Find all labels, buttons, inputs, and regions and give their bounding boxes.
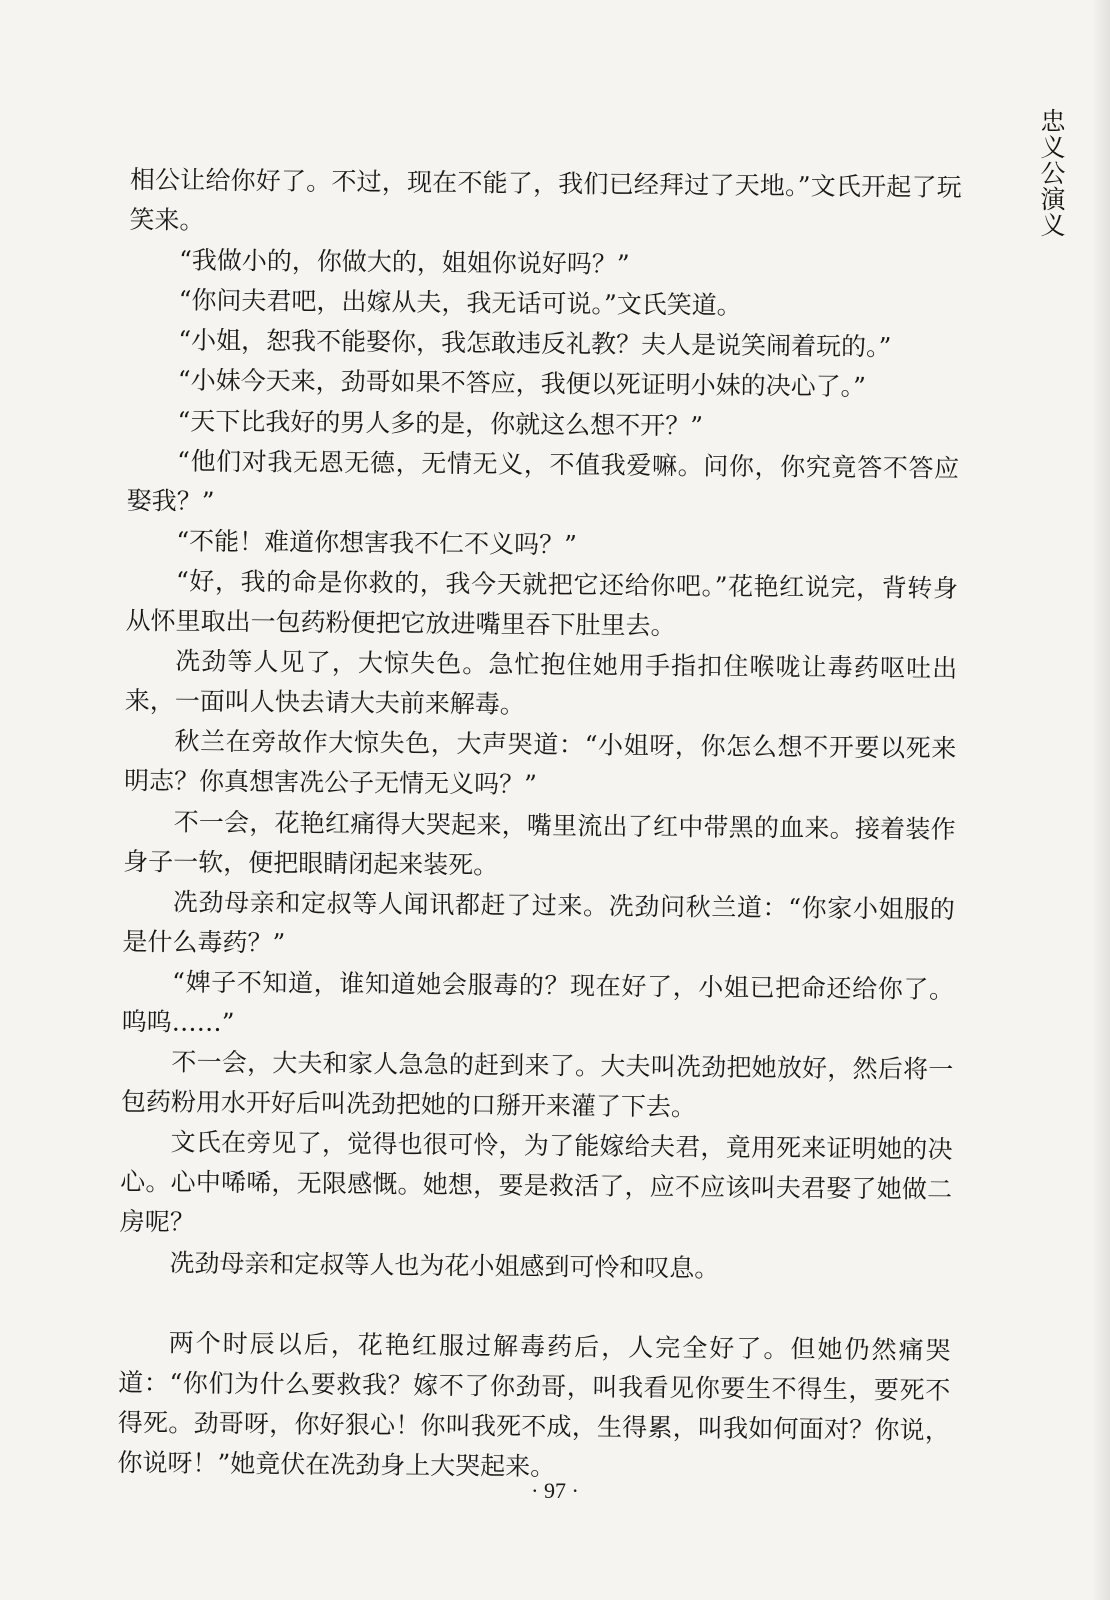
paragraph: “天下比我好的男人多的是，你就这么想不开？” xyxy=(177,406,704,441)
paragraph: “不能！难道你想害我不仁不义吗？” xyxy=(176,526,578,560)
paragraph: “婢子不知道，谁知道她会服毒的？现在好了，小姐已把命还给你了。呜呜……” xyxy=(121,967,955,1038)
paragraph: “你问夫君吧，出嫁从夫，我无话可说。”文氏笑道。 xyxy=(178,285,742,321)
paragraph: 冼劲母亲和定叔等人也为花小姐感到可怜和叹息。 xyxy=(169,1247,720,1283)
paragraph: 秋兰在旁故作大惊失色，大声哭道：“小姐呀，你怎么想不开要以死来明志？你真想害冼公子无情无义吗？” xyxy=(123,726,957,800)
paragraph: 相公让给你好了。不过，现在不能了，我们已经拜过了天地。”文氏开起了玩笑来。 xyxy=(129,164,962,235)
paragraph: 冼劲母亲和定叔等人闻讯都赶了过来。冼劲问秋兰道：“你家小姐服的是什么毒药？” xyxy=(122,887,955,958)
paragraph: “我做小的，你做大的，姐姐你说好吗？” xyxy=(178,245,630,279)
page-number: · 97 · xyxy=(531,1478,579,1503)
page-edge-shadow xyxy=(1092,0,1110,1600)
paragraph: 两个时辰以后，花艳红服过解毒药后，人完全好了。但她仍然痛哭道：“你们为什么要救我？嫁不了你劲哥，叫我看见你要生不得生，要死不得死。劲哥呀，你好狠心！你叫我死不成，生得累，叫我如何面对？你说，你说呀！”她竟伏在冼劲身上大哭起来。 xyxy=(117,1328,951,1482)
paragraph: 冼劲等人见了，大惊失色。急忙抱住她用手指扣住喉咙让毒药呕吐出来，一面叫人快去请大夫前来解毒。 xyxy=(124,646,958,720)
paragraph: “好，我的命是你救的，我今天就把它还给你吧。”花艳红说完，背转身从怀里取出一包药粉便把它放进嘴里吞下肚里去。 xyxy=(125,566,959,641)
paragraph: 文氏在旁见了，觉得也很可怜，为了能嫁给夫君，竟用死来证明她的决心。心中唏唏，无限感慨。她想，要是救活了，应不应该叫夫君娶了她做二房呢？ xyxy=(119,1127,953,1238)
body-text xyxy=(117,160,962,1491)
paragraph: “小妹今天来，劲哥如果不答应，我便以死证明小妹的决心了。” xyxy=(177,365,867,402)
paragraph: “小姐，恕我不能娶你，我怎敢违反礼教？夫人是说笑闹着玩的。” xyxy=(178,325,892,362)
paragraph: 不一会，花艳红痛得大哭起来，嘴里流出了红中带黑的血来。接着装作身子一软，便把眼睛闭起来装死。 xyxy=(123,806,956,880)
paragraph: 不一会，大夫和家人急急的赶到来了。大夫叫冼劲把她放好，然后将一包药粉用水开好后叫冼劲把她的口掰开来灌了下去。 xyxy=(120,1047,954,1122)
running-head: 忠义公演义 xyxy=(1037,108,1066,238)
paragraph: “他们对我无恩无德，无情无义，不值我爱嘛。问你，你究竟答不答应娶我？” xyxy=(126,446,960,516)
